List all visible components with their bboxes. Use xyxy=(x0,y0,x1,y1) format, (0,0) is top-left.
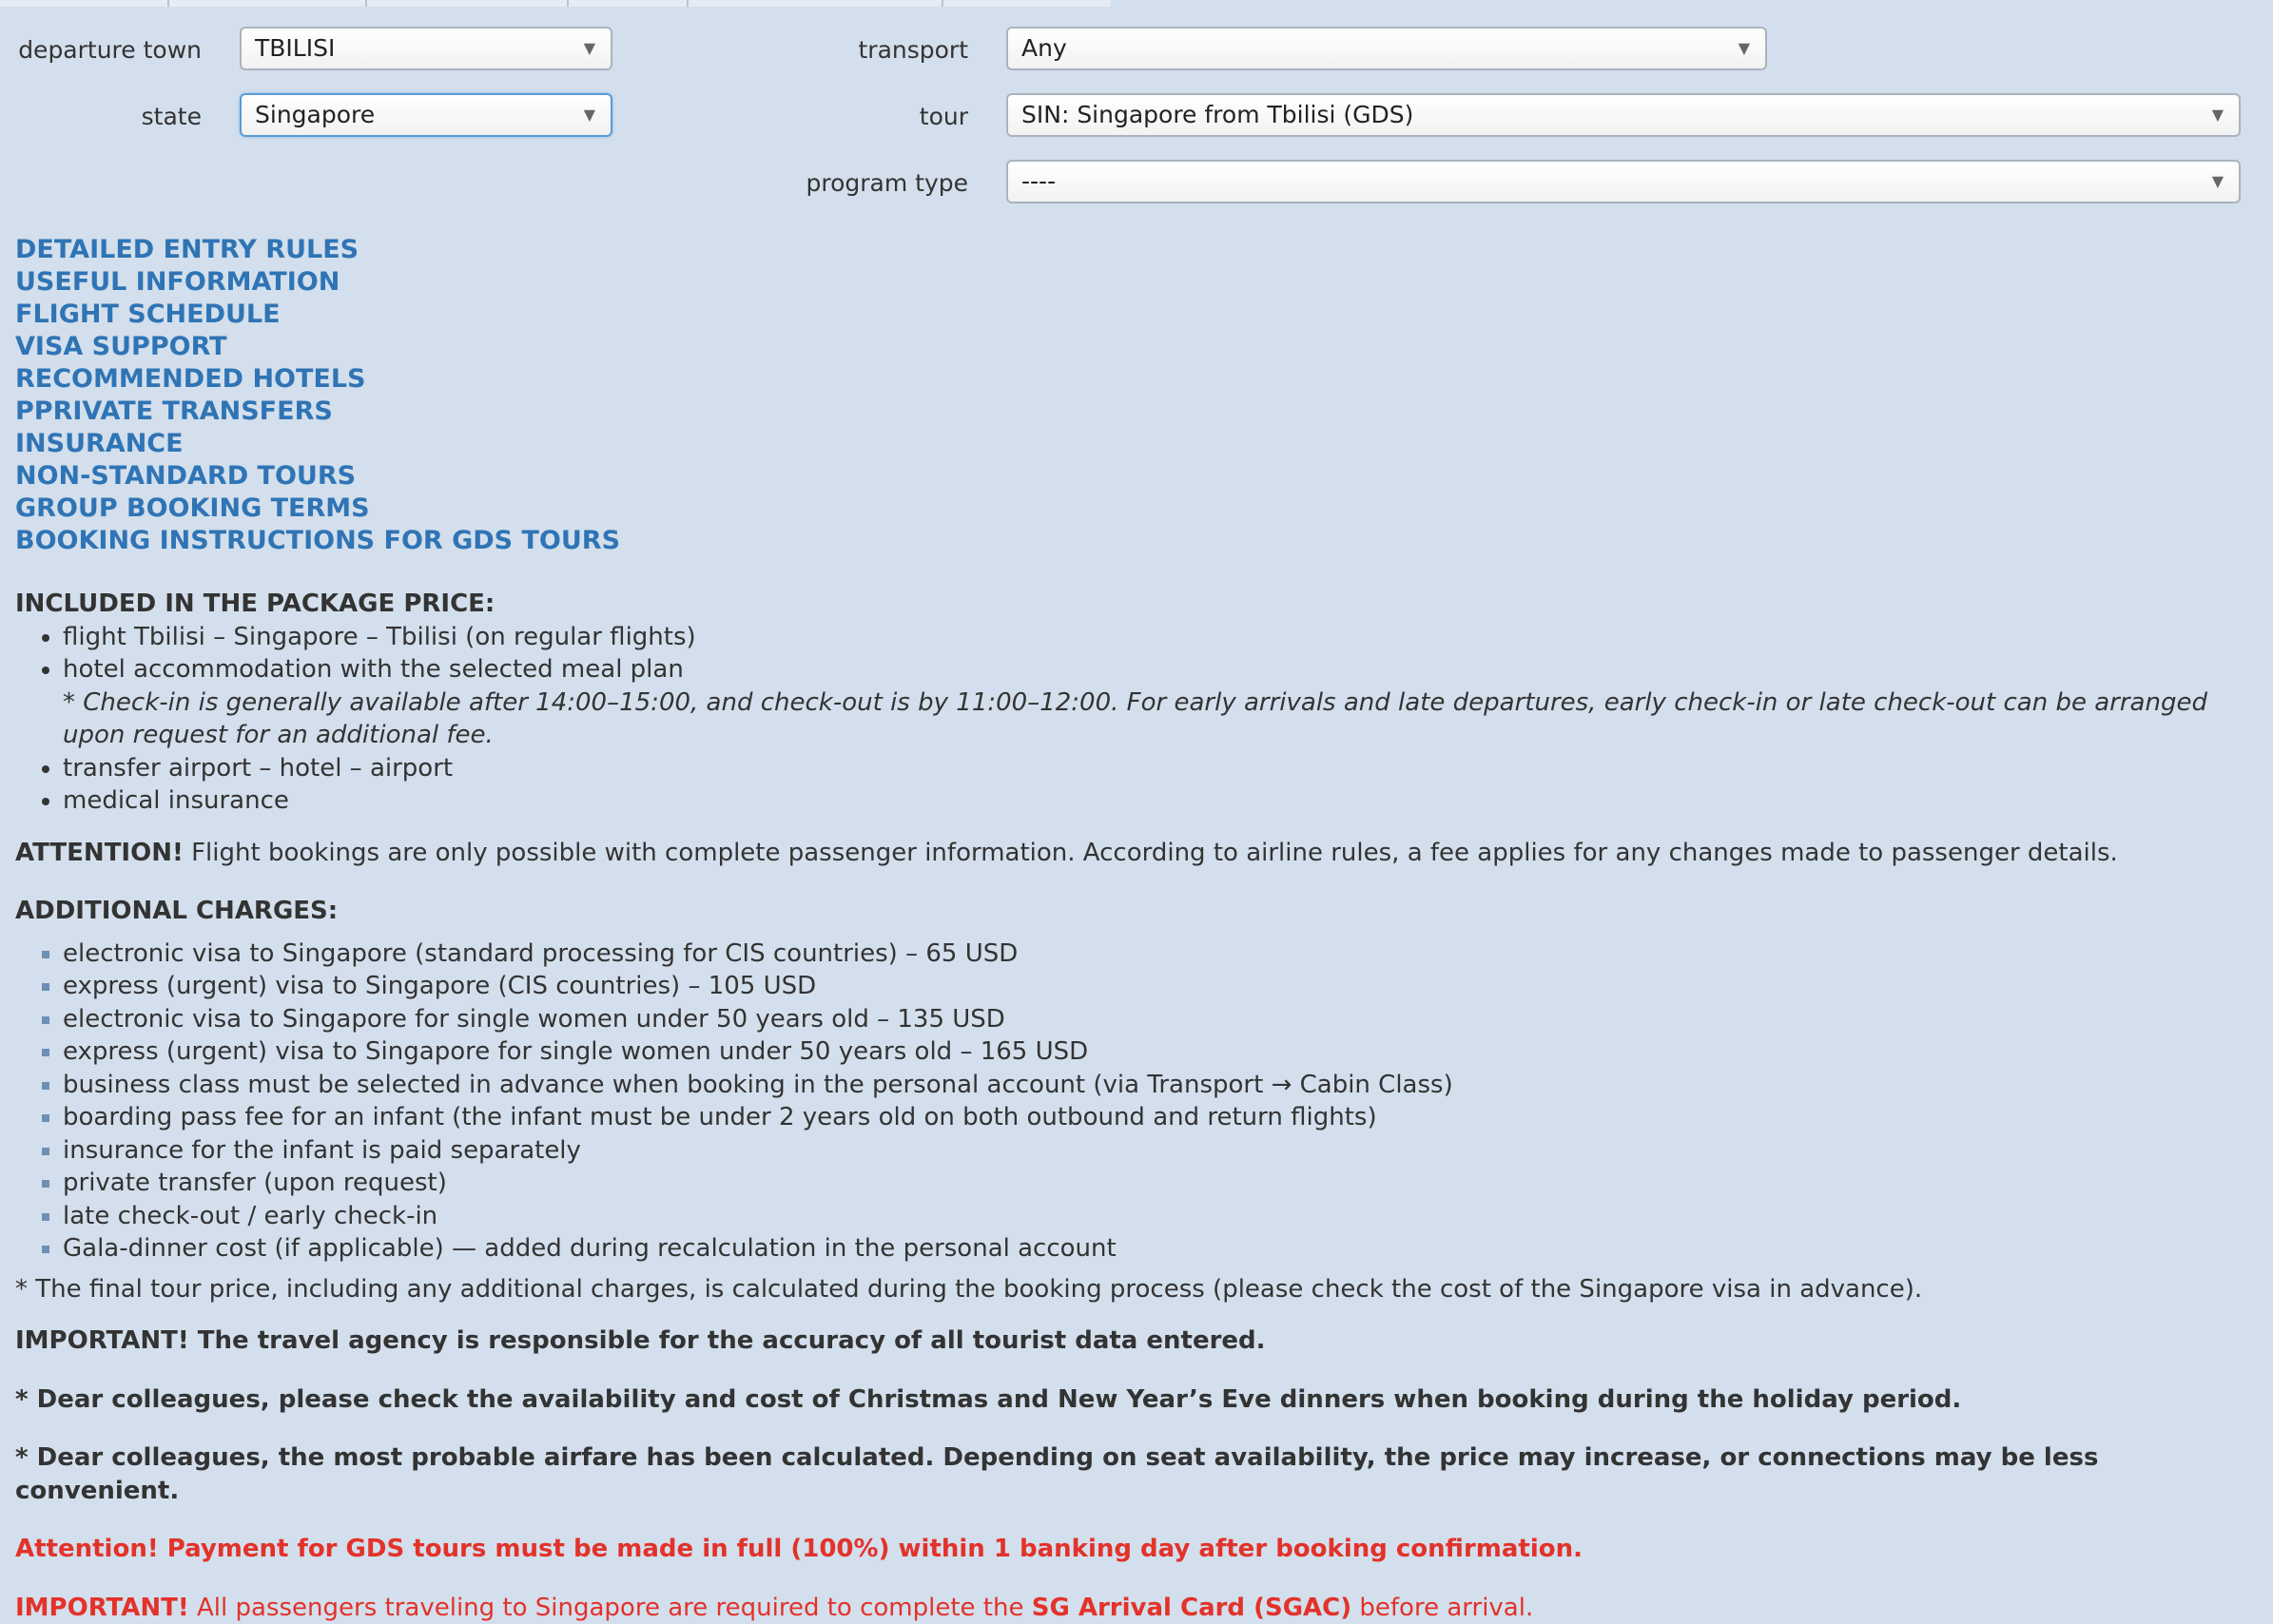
link-non-standard-tours[interactable]: NON-STANDARD TOURS xyxy=(15,460,620,493)
link-useful-information[interactable]: USEFUL INFORMATION xyxy=(15,266,620,299)
link-private-transfers[interactable]: PPRIVATE TRANSFERS xyxy=(15,396,620,428)
list-item: ▪ boarding pass fee for an infant (the infant must be under 2 years old on both outbound and return flights) xyxy=(63,1101,2265,1134)
attention-text: Flight bookings are only possible with complete passenger information. According to airline rules, a fee applies for any changes made to passenger details. xyxy=(191,839,2118,867)
chevron-down-icon: ▼ xyxy=(2212,162,2224,202)
attention-paragraph xyxy=(15,837,2265,870)
transport-label: transport xyxy=(666,27,968,74)
program-type-select[interactable] xyxy=(1006,160,2241,203)
attention-label: ATTENTION! xyxy=(15,839,184,867)
list-item: ▪ Gala-dinner cost (if applicable) — added during recalculation in the personal account xyxy=(63,1232,2265,1266)
link-recommended-hotels[interactable]: RECOMMENDED HOTELS xyxy=(15,363,620,396)
departure-town-select[interactable] xyxy=(240,27,612,70)
tour-description xyxy=(15,588,2265,1624)
state-value: Singapore xyxy=(255,101,375,128)
sgac-text: All passengers traveling to Singapore are required to complete the xyxy=(197,1594,1023,1622)
info-links xyxy=(15,234,620,557)
top-tab-strip xyxy=(0,0,1111,7)
tour-label: tour xyxy=(666,93,968,141)
sgac-card-name: SG Arrival Card (SGAC) xyxy=(1032,1594,1351,1622)
tour-value: SIN: Singapore from Tbilisi (GDS) xyxy=(1021,101,1413,128)
list-item: ▪ electronic visa to Singapore (standard processing for CIS countries) – 65 USD xyxy=(63,938,2265,971)
airfare-notice: * Dear colleagues, the most probable airfare has been calculated. Depending on seat availability, the price may increase, or connections may be less convenient. xyxy=(15,1441,2265,1507)
tab-separator xyxy=(167,0,169,7)
link-flight-schedule[interactable]: FLIGHT SCHEDULE xyxy=(15,299,620,331)
sgac-notice xyxy=(15,1592,2265,1624)
sgac-label: IMPORTANT! xyxy=(15,1594,189,1622)
agency-notice: IMPORTANT! The travel agency is responsible for the accuracy of all tourist data entered. xyxy=(15,1324,2265,1358)
tab-separator xyxy=(567,0,569,7)
additional-heading: ADDITIONAL CHARGES: xyxy=(15,895,2265,928)
list-item xyxy=(63,653,2265,752)
list-item: • medical insurance xyxy=(63,784,2265,818)
list-item: ▪ express (urgent) visa to Singapore (CIS countries) – 105 USD xyxy=(63,970,2265,1003)
link-visa-support[interactable]: VISA SUPPORT xyxy=(15,331,620,363)
included-list xyxy=(15,621,2265,818)
link-group-booking-terms[interactable]: GROUP BOOKING TERMS xyxy=(15,493,620,525)
departure-town-value: TBILISI xyxy=(255,34,335,62)
chevron-down-icon: ▼ xyxy=(584,29,595,68)
chevron-down-icon: ▼ xyxy=(1739,29,1750,68)
state-label: state xyxy=(0,93,202,141)
tab-separator xyxy=(942,0,943,7)
state-select[interactable] xyxy=(240,93,612,137)
list-item: • transfer airport – hotel – airport xyxy=(63,752,2265,785)
chevron-down-icon: ▼ xyxy=(2212,95,2224,135)
transport-value: Any xyxy=(1021,34,1067,62)
list-item: ▪ private transfer (upon request) xyxy=(63,1167,2265,1200)
price-footnote: * The final tour price, including any additional charges, is calculated during the booking process (please check the cost of the Singapore visa in advance). xyxy=(15,1273,2265,1306)
included-heading: INCLUDED IN THE PACKAGE PRICE: xyxy=(15,588,2265,621)
tab-separator xyxy=(687,0,689,7)
sgac-text-end: before arrival. xyxy=(1359,1594,1533,1622)
departure-town-label: departure town xyxy=(0,27,202,74)
program-type-label: program type xyxy=(666,160,968,207)
list-item: ▪ insurance for the infant is paid separately xyxy=(63,1134,2265,1168)
list-item: ▪ express (urgent) visa to Singapore for single women under 50 years old – 165 USD xyxy=(63,1035,2265,1069)
checkin-note: * Check-in is generally available after 14:00–15:00, and check-out is by 11:00–12:00. For early arrivals and late departures, early check-in or late check-out can be arranged upon request for an additional fee. xyxy=(63,688,2207,750)
list-item: • flight Tbilisi – Singapore – Tbilisi (on regular flights) xyxy=(63,621,2265,654)
transport-select[interactable] xyxy=(1006,27,1767,70)
link-booking-instructions-gds[interactable]: BOOKING INSTRUCTIONS FOR GDS TOURS xyxy=(15,525,620,557)
list-item-text: hotel accommodation with the selected meal plan xyxy=(63,655,684,684)
tab-separator xyxy=(365,0,367,7)
list-item: ▪ business class must be selected in advance when booking in the personal account (via Transport → Cabin Class) xyxy=(63,1069,2265,1102)
holiday-notice: * Dear colleagues, please check the availability and cost of Christmas and New Year’s Eve dinners when booking during the holiday period. xyxy=(15,1383,2265,1417)
payment-notice: Attention! Payment for GDS tours must be made in full (100%) within 1 banking day after booking confirmation. xyxy=(15,1533,2265,1566)
tour-select[interactable] xyxy=(1006,93,2241,137)
program-type-value: ---- xyxy=(1021,167,1056,195)
link-insurance[interactable]: INSURANCE xyxy=(15,428,620,460)
list-item: ▪ late check-out / early check-in xyxy=(63,1200,2265,1233)
additional-list xyxy=(15,938,2265,1266)
list-item: ▪ electronic visa to Singapore for single women under 50 years old – 135 USD xyxy=(63,1003,2265,1036)
chevron-down-icon: ▼ xyxy=(584,95,595,135)
link-detailed-entry-rules[interactable]: DETAILED ENTRY RULES xyxy=(15,234,620,266)
